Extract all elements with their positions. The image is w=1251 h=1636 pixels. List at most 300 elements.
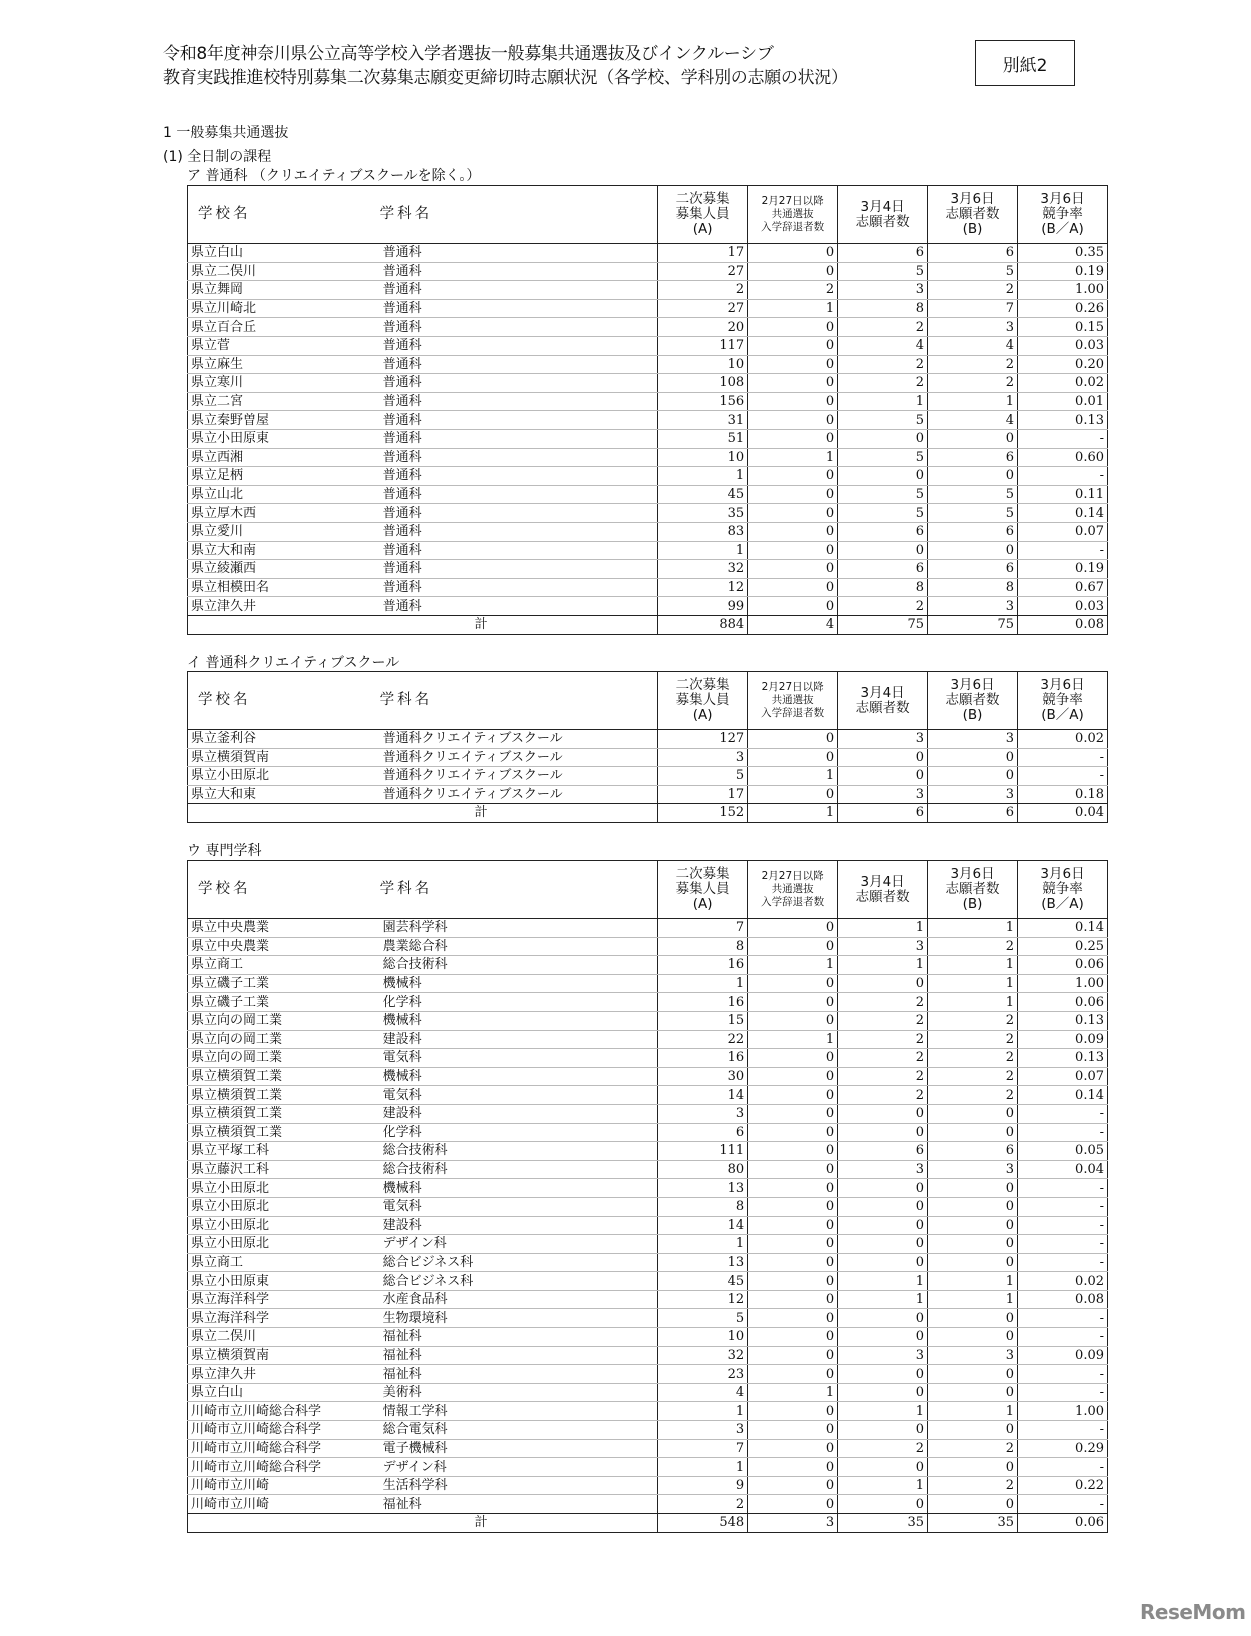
- ratio-value: 0.15: [1018, 318, 1108, 337]
- withdrawn-value: 0: [748, 374, 838, 393]
- applicants-mar6-value: 2: [928, 374, 1018, 393]
- school-name: 県立二俣川: [188, 1328, 380, 1347]
- applicants-mar4-value: 0: [838, 429, 928, 448]
- capacity-value: 10: [658, 448, 748, 467]
- capacity-value: 23: [658, 1365, 748, 1384]
- applicants-mar6-value: 0: [928, 1458, 1018, 1477]
- applicants-mar4-value: 2: [838, 1086, 928, 1105]
- table-row: [188, 919, 1108, 938]
- applicants-mar6-value: 3: [928, 785, 1018, 804]
- column-header-department: 学科名: [380, 672, 658, 730]
- withdrawn-value: 0: [748, 1123, 838, 1142]
- school-name: 県立大和南: [188, 541, 380, 560]
- capacity-value: 3: [658, 1104, 748, 1123]
- school-name: 県立二俣川: [188, 262, 380, 281]
- capacity-value: 127: [658, 730, 748, 749]
- school-name: 県立川崎北: [188, 299, 380, 318]
- department-name: 建設科: [380, 1104, 658, 1123]
- withdrawn-value: 0: [748, 1402, 838, 1421]
- header-line: 3月6日: [1040, 866, 1085, 882]
- withdrawn-value: 0: [748, 1346, 838, 1365]
- withdrawn-value: 1: [748, 299, 838, 318]
- total-applicants-mar6: 35: [928, 1514, 1018, 1533]
- header-line: 3月4日: [860, 198, 905, 215]
- table-row: [188, 730, 1108, 749]
- applicants-mar4-value: 0: [838, 1253, 928, 1272]
- capacity-value: 3: [658, 1421, 748, 1440]
- applicants-mar6-value: 1: [928, 974, 1018, 993]
- ratio-value: 0.13: [1018, 1049, 1108, 1068]
- withdrawn-value: 0: [748, 411, 838, 430]
- table-row: [188, 1476, 1108, 1495]
- withdrawn-value: 0: [748, 1216, 838, 1235]
- header-line: 志願者数: [945, 206, 1000, 222]
- applicants-mar4-value: 2: [838, 1049, 928, 1068]
- applicants-mar6-value: 7: [928, 299, 1018, 318]
- applicants-mar4-value: 3: [838, 937, 928, 956]
- column-header-school: 学校名: [188, 672, 380, 730]
- table-general-course: [187, 185, 1108, 635]
- applicants-mar6-value: 6: [928, 522, 1018, 541]
- capacity-value: 17: [658, 785, 748, 804]
- header-line: 3月4日: [860, 684, 905, 701]
- department-name: 普通科クリエイティブスクール: [380, 785, 658, 804]
- withdrawn-value: 0: [748, 1179, 838, 1198]
- department-name: 総合技術科: [380, 956, 658, 975]
- withdrawn-value: 0: [748, 1365, 838, 1384]
- school-name: 県立小田原東: [188, 1272, 380, 1291]
- applicants-mar4-value: 4: [838, 336, 928, 355]
- table-row: [188, 244, 1108, 263]
- column-header-capacity: [658, 861, 748, 919]
- header-line: 2月27日以降: [761, 870, 824, 882]
- applicants-mar4-value: 1: [838, 919, 928, 938]
- ratio-value: -: [1018, 1383, 1108, 1402]
- department-name: 水産食品科: [380, 1290, 658, 1309]
- department-name: 普通科: [380, 374, 658, 393]
- ratio-value: -: [1018, 1458, 1108, 1477]
- withdrawn-value: 0: [748, 785, 838, 804]
- table-row: [188, 1458, 1108, 1477]
- table-row: [188, 411, 1108, 430]
- withdrawn-value: 0: [748, 1290, 838, 1309]
- department-name: 普通科: [380, 485, 658, 504]
- applicants-mar4-value: 5: [838, 485, 928, 504]
- department-name: 電気科: [380, 1197, 658, 1216]
- withdrawn-value: 0: [748, 919, 838, 938]
- withdrawn-value: 0: [748, 392, 838, 411]
- applicants-mar4-value: 2: [838, 1067, 928, 1086]
- ratio-value: 0.29: [1018, 1439, 1108, 1458]
- table-row: [188, 429, 1108, 448]
- column-header-capacity: [658, 186, 748, 244]
- table-b-heading: イ 普通科クリエイティブスクール: [187, 655, 400, 671]
- header-line: 2月27日以降: [761, 681, 824, 693]
- ratio-value: -: [1018, 1216, 1108, 1235]
- withdrawn-value: 0: [748, 1458, 838, 1477]
- school-name: 県立海洋科学: [188, 1290, 380, 1309]
- capacity-value: 10: [658, 1328, 748, 1347]
- header-line: (A): [692, 221, 713, 237]
- table-row: [188, 318, 1108, 337]
- school-name: 県立小田原東: [188, 429, 380, 448]
- applicants-mar4-value: 6: [838, 522, 928, 541]
- section-heading: 1 一般募集共通選抜: [163, 125, 289, 141]
- school-name: 県立津久井: [188, 597, 380, 616]
- department-name: 普通科: [380, 299, 658, 318]
- applicants-mar6-value: 6: [928, 560, 1018, 579]
- header-line: 共通選抜: [771, 208, 814, 220]
- column-header-applicants_mar4: [838, 186, 928, 244]
- department-name: 普通科: [380, 541, 658, 560]
- applicants-mar6-value: 0: [928, 1253, 1018, 1272]
- applicants-mar6-value: 2: [928, 1049, 1018, 1068]
- ratio-value: 0.14: [1018, 504, 1108, 523]
- school-name: 川崎市立川崎総合科学: [188, 1439, 380, 1458]
- department-name: 普通科: [380, 448, 658, 467]
- applicants-mar6-value: 3: [928, 597, 1018, 616]
- school-name: 県立小田原北: [188, 1216, 380, 1235]
- capacity-value: 32: [658, 560, 748, 579]
- capacity-value: 2: [658, 281, 748, 300]
- applicants-mar6-value: 2: [928, 281, 1018, 300]
- department-name: 普通科: [380, 281, 658, 300]
- total-label: 計: [188, 1514, 658, 1533]
- department-name: 普通科: [380, 392, 658, 411]
- table-row: [188, 1179, 1108, 1198]
- applicants-mar4-value: 6: [838, 244, 928, 263]
- table-row: [188, 1030, 1108, 1049]
- title-line-2: 教育実践推進校特別募集二次募集志願変更締切時志願状況（各学校、学科別の志願の状況）: [163, 68, 848, 88]
- applicants-mar4-value: 0: [838, 1421, 928, 1440]
- capacity-value: 31: [658, 411, 748, 430]
- withdrawn-value: 0: [748, 541, 838, 560]
- header-line: 志願者数: [945, 881, 1000, 897]
- school-name: 県立大和東: [188, 785, 380, 804]
- department-name: 生物環境科: [380, 1309, 658, 1328]
- capacity-value: 13: [658, 1179, 748, 1198]
- school-name: 県立磯子工業: [188, 993, 380, 1012]
- total-withdrawn: 4: [748, 615, 838, 634]
- applicants-mar6-value: 3: [928, 318, 1018, 337]
- applicants-mar4-value: 0: [838, 1328, 928, 1347]
- capacity-value: 14: [658, 1086, 748, 1105]
- department-name: 機械科: [380, 1067, 658, 1086]
- applicants-mar4-value: 0: [838, 1383, 928, 1402]
- withdrawn-value: 0: [748, 1439, 838, 1458]
- applicants-mar4-value: 3: [838, 1346, 928, 1365]
- department-name: 電気科: [380, 1049, 658, 1068]
- applicants-mar6-value: 0: [928, 767, 1018, 786]
- school-name: 川崎市立川崎: [188, 1476, 380, 1495]
- withdrawn-value: 0: [748, 1142, 838, 1161]
- total-row: [188, 1514, 1108, 1533]
- table-row: [188, 1253, 1108, 1272]
- applicants-mar6-value: 0: [928, 1197, 1018, 1216]
- department-name: 総合電気科: [380, 1421, 658, 1440]
- applicants-mar6-value: 6: [928, 244, 1018, 263]
- ratio-value: 1.00: [1018, 974, 1108, 993]
- applicants-mar4-value: 3: [838, 1160, 928, 1179]
- header-line: 志願者数: [855, 699, 910, 716]
- ratio-value: 0.67: [1018, 578, 1108, 597]
- capacity-value: 51: [658, 429, 748, 448]
- applicants-mar4-value: 0: [838, 748, 928, 767]
- department-name: デザイン科: [380, 1235, 658, 1254]
- table-row: [188, 1495, 1108, 1514]
- withdrawn-value: 0: [748, 974, 838, 993]
- withdrawn-value: 1: [748, 1030, 838, 1049]
- header-line: (B／A): [1041, 896, 1084, 912]
- ratio-value: 0.09: [1018, 1346, 1108, 1365]
- header-line: (A): [692, 707, 713, 723]
- school-name: 県立中央農業: [188, 919, 380, 938]
- school-name: 県立足柄: [188, 467, 380, 486]
- capacity-value: 1: [658, 541, 748, 560]
- total-applicants-mar4: 6: [838, 804, 928, 823]
- applicants-mar4-value: 8: [838, 578, 928, 597]
- applicants-mar4-value: 0: [838, 1495, 928, 1514]
- ratio-value: 0.11: [1018, 485, 1108, 504]
- capacity-value: 156: [658, 392, 748, 411]
- capacity-value: 8: [658, 937, 748, 956]
- applicants-mar6-value: 0: [928, 1216, 1018, 1235]
- applicants-mar6-value: 0: [928, 1328, 1018, 1347]
- header-line: 募集人員: [675, 692, 730, 708]
- school-name: 県立向の岡工業: [188, 1030, 380, 1049]
- school-name: 川崎市立川崎: [188, 1495, 380, 1514]
- capacity-value: 3: [658, 748, 748, 767]
- school-name: 県立寒川: [188, 374, 380, 393]
- withdrawn-value: 0: [748, 429, 838, 448]
- total-ratio: 0.04: [1018, 804, 1108, 823]
- applicants-mar6-value: 2: [928, 1086, 1018, 1105]
- school-name: 県立中央農業: [188, 937, 380, 956]
- ratio-value: 0.35: [1018, 244, 1108, 263]
- applicants-mar4-value: 5: [838, 448, 928, 467]
- capacity-value: 1: [658, 467, 748, 486]
- ratio-value: 1.00: [1018, 1402, 1108, 1421]
- table-row: [188, 1383, 1108, 1402]
- header-line: 競争率: [1042, 881, 1083, 897]
- withdrawn-value: 0: [748, 1272, 838, 1291]
- withdrawn-value: 0: [748, 504, 838, 523]
- applicants-mar4-value: 5: [838, 504, 928, 523]
- withdrawn-value: 0: [748, 485, 838, 504]
- department-name: 普通科: [380, 336, 658, 355]
- department-name: 総合ビジネス科: [380, 1253, 658, 1272]
- department-name: デザイン科: [380, 1458, 658, 1477]
- ratio-value: -: [1018, 1104, 1108, 1123]
- table-row: [188, 336, 1108, 355]
- withdrawn-value: 0: [748, 467, 838, 486]
- capacity-value: 13: [658, 1253, 748, 1272]
- school-name: 県立向の岡工業: [188, 1049, 380, 1068]
- school-name: 県立小田原北: [188, 1179, 380, 1198]
- capacity-value: 16: [658, 956, 748, 975]
- ratio-value: 0.20: [1018, 355, 1108, 374]
- header-line: 募集人員: [675, 881, 730, 897]
- table-row: [188, 597, 1108, 616]
- column-header-school: 学校名: [188, 186, 380, 244]
- capacity-value: 17: [658, 244, 748, 263]
- school-name: 県立小田原北: [188, 1197, 380, 1216]
- total-withdrawn: 1: [748, 804, 838, 823]
- capacity-value: 22: [658, 1030, 748, 1049]
- department-name: 普通科クリエイティブスクール: [380, 767, 658, 786]
- header-line: (B／A): [1041, 221, 1084, 237]
- applicants-mar4-value: 0: [838, 1458, 928, 1477]
- applicants-mar4-value: 1: [838, 1290, 928, 1309]
- ratio-value: 0.18: [1018, 785, 1108, 804]
- table-row: [188, 1104, 1108, 1123]
- header-line: (B): [962, 707, 983, 723]
- withdrawn-value: 0: [748, 1067, 838, 1086]
- applicants-mar6-value: 4: [928, 411, 1018, 430]
- school-name: 県立津久井: [188, 1365, 380, 1384]
- school-name: 県立西湘: [188, 448, 380, 467]
- department-name: 福祉科: [380, 1328, 658, 1347]
- capacity-value: 108: [658, 374, 748, 393]
- applicants-mar4-value: 0: [838, 1104, 928, 1123]
- applicants-mar4-value: 0: [838, 1179, 928, 1198]
- department-name: 建設科: [380, 1030, 658, 1049]
- school-name: 県立菅: [188, 336, 380, 355]
- applicants-mar4-value: 0: [838, 1123, 928, 1142]
- school-name: 県立百合丘: [188, 318, 380, 337]
- ratio-value: -: [1018, 748, 1108, 767]
- ratio-value: 0.14: [1018, 919, 1108, 938]
- applicants-mar6-value: 1: [928, 956, 1018, 975]
- table-row: [188, 1067, 1108, 1086]
- school-name: 県立小田原北: [188, 1235, 380, 1254]
- column-header-applicants_mar6: [928, 861, 1018, 919]
- applicants-mar6-value: 8: [928, 578, 1018, 597]
- ratio-value: 0.13: [1018, 1011, 1108, 1030]
- withdrawn-value: 0: [748, 336, 838, 355]
- total-row: [188, 615, 1108, 634]
- school-name: 県立山北: [188, 485, 380, 504]
- school-name: 川崎市立川崎総合科学: [188, 1458, 380, 1477]
- applicants-mar4-value: 2: [838, 355, 928, 374]
- department-name: 普通科: [380, 318, 658, 337]
- withdrawn-value: 0: [748, 730, 838, 749]
- applicants-mar4-value: 2: [838, 374, 928, 393]
- total-ratio: 0.08: [1018, 615, 1108, 634]
- column-header-capacity: [658, 672, 748, 730]
- applicants-mar6-value: 2: [928, 1030, 1018, 1049]
- table-row: [188, 1160, 1108, 1179]
- ratio-value: 0.03: [1018, 597, 1108, 616]
- department-name: 生活科学科: [380, 1476, 658, 1495]
- applicants-mar6-value: 0: [928, 1421, 1018, 1440]
- applicants-mar6-value: 0: [928, 1383, 1018, 1402]
- attachment-label: 別紙2: [1002, 55, 1048, 76]
- applicants-mar6-value: 0: [928, 1104, 1018, 1123]
- school-name: 県立向の岡工業: [188, 1011, 380, 1030]
- department-name: 機械科: [380, 974, 658, 993]
- school-name: 川崎市立川崎総合科学: [188, 1421, 380, 1440]
- school-name: 県立白山: [188, 244, 380, 263]
- ratio-value: -: [1018, 1235, 1108, 1254]
- header-line: 二次募集: [675, 191, 730, 207]
- attachment-label-box: [975, 40, 1075, 86]
- school-name: 県立横須賀南: [188, 748, 380, 767]
- ratio-value: 0.04: [1018, 1160, 1108, 1179]
- capacity-value: 27: [658, 262, 748, 281]
- table-row: [188, 504, 1108, 523]
- withdrawn-value: 0: [748, 578, 838, 597]
- ratio-value: 0.08: [1018, 1290, 1108, 1309]
- applicants-mar6-value: 2: [928, 1439, 1018, 1458]
- department-name: 普通科: [380, 262, 658, 281]
- table-specialized-course: [187, 860, 1108, 1533]
- applicants-mar6-value: 0: [928, 1365, 1018, 1384]
- applicants-mar6-value: 1: [928, 1402, 1018, 1421]
- applicants-mar4-value: 2: [838, 1011, 928, 1030]
- withdrawn-value: 0: [748, 560, 838, 579]
- applicants-mar6-value: 1: [928, 392, 1018, 411]
- school-name: 県立藤沢工科: [188, 1160, 380, 1179]
- applicants-mar4-value: 0: [838, 1216, 928, 1235]
- column-header-applicants_mar4: [838, 861, 928, 919]
- applicants-mar4-value: 0: [838, 1309, 928, 1328]
- withdrawn-value: 0: [748, 1309, 838, 1328]
- applicants-mar4-value: 6: [838, 560, 928, 579]
- school-name: 県立横須賀南: [188, 1346, 380, 1365]
- total-capacity: 884: [658, 615, 748, 634]
- header-line: 共通選抜: [771, 883, 814, 895]
- header-line: 入学辞退者数: [761, 221, 825, 233]
- applicants-mar4-value: 2: [838, 1439, 928, 1458]
- ratio-value: 0.25: [1018, 937, 1108, 956]
- capacity-value: 2: [658, 1495, 748, 1514]
- table-row: [188, 1123, 1108, 1142]
- table-row: [188, 262, 1108, 281]
- table-row: [188, 1086, 1108, 1105]
- table-row: [188, 1309, 1108, 1328]
- withdrawn-value: 0: [748, 262, 838, 281]
- table-row: [188, 522, 1108, 541]
- table-row: [188, 281, 1108, 300]
- table-c-heading: ウ 専門学科: [187, 843, 262, 859]
- department-name: 総合ビジネス科: [380, 1272, 658, 1291]
- table-row: [188, 1421, 1108, 1440]
- capacity-value: 30: [658, 1067, 748, 1086]
- document-title: [163, 42, 848, 90]
- applicants-mar6-value: 0: [928, 541, 1018, 560]
- total-withdrawn: 3: [748, 1514, 838, 1533]
- table-row: [188, 355, 1108, 374]
- subsection-heading: (1) 全日制の課程: [163, 149, 272, 165]
- table-row: [188, 1197, 1108, 1216]
- column-header-ratio: [1018, 861, 1108, 919]
- column-header-withdrawn: [748, 861, 838, 919]
- withdrawn-value: 0: [748, 1253, 838, 1272]
- school-name: 県立秦野曽屋: [188, 411, 380, 430]
- ratio-value: 1.00: [1018, 281, 1108, 300]
- applicants-mar4-value: 1: [838, 1402, 928, 1421]
- applicants-mar6-value: 0: [928, 1123, 1018, 1142]
- withdrawn-value: 0: [748, 1086, 838, 1105]
- applicants-mar4-value: 0: [838, 1365, 928, 1384]
- ratio-value: -: [1018, 1421, 1108, 1440]
- total-label: 計: [188, 615, 658, 634]
- ratio-value: -: [1018, 1365, 1108, 1384]
- table-row: [188, 1290, 1108, 1309]
- ratio-value: 0.01: [1018, 392, 1108, 411]
- total-applicants-mar4: 75: [838, 615, 928, 634]
